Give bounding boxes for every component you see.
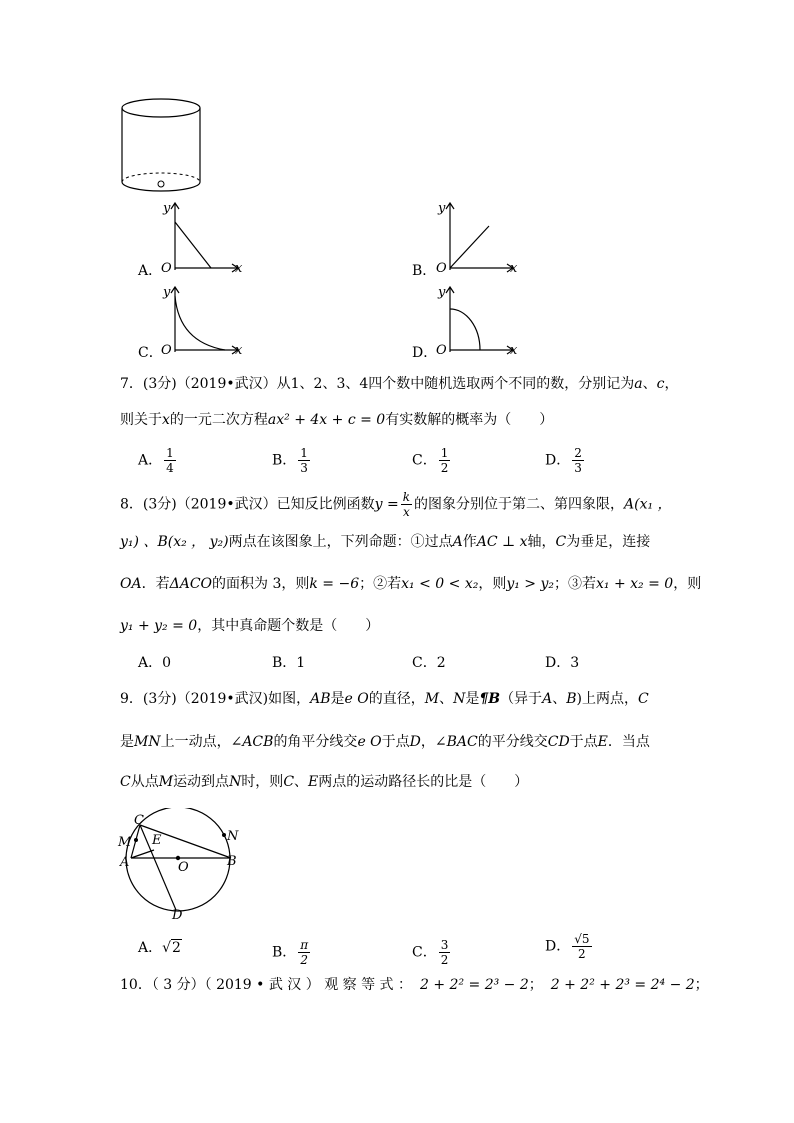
q6-option-c-graph [155, 282, 245, 360]
q6c-x-label: x [235, 343, 243, 358]
q8-line-1: 8．(3分)（2019•武汉）已知反比例函数y = $\frac{k}{x}$ 的图象分别位于第二、第四象限，A(x₁ ， [120, 490, 672, 519]
q8-option-a[interactable]: A．0 [138, 655, 172, 671]
q8-line-4: y₁ + y₂ = 0，其中真命题个数是（ ） [120, 618, 380, 634]
q6b-origin-label: O [436, 261, 447, 276]
cylinder-figure [112, 95, 212, 200]
label-c: C [134, 813, 144, 828]
point-m-dot [134, 838, 138, 842]
q7-option-d[interactable]: D． $\frac{2}{3}$ [545, 446, 582, 475]
q9-option-b[interactable]: B． $\frac{\pi}{2}$ [272, 938, 309, 967]
label-b: B [227, 854, 237, 869]
q6-option-a[interactable]: A． [138, 263, 163, 279]
q9-line-2: 是MN上一动点，∠ACB的角平分线交e O于点D，∠BAC的平分线交CD于点E．当点 [120, 734, 650, 750]
q6a-x-label: x [235, 261, 243, 276]
q6-option-a-graph [155, 198, 245, 278]
q9-option-a[interactable]: A．√2 [138, 940, 181, 956]
q9-line-3: C从点M运动到点N时，则C、E两点的运动路径长的比是（ ） [120, 774, 529, 790]
q6-option-b-graph [432, 198, 522, 278]
q6a-y-label: y [163, 201, 171, 216]
q6-option-d[interactable]: D． [412, 345, 438, 361]
q8-option-d[interactable]: D．3 [545, 655, 580, 671]
q9-line-1: 9．(3分)（2019•武汉)如图，AB是e O的直径，M、N是¶B（异于A、B)上两点，C [120, 691, 649, 707]
q6b-x-label: x [510, 261, 518, 276]
q7-line-2: 则关于x的一元二次方程ax² + 4x + c = 0有实数解的概率为（ ） [120, 412, 554, 428]
q9-circle-figure [112, 808, 252, 920]
q6d-y-label: y [438, 285, 446, 300]
q7-option-a[interactable]: A． $\frac{1}{4}$ [138, 446, 174, 475]
q7-option-b[interactable]: B． $\frac{1}{3}$ [272, 446, 308, 475]
q6c-y-label: y [163, 285, 171, 300]
q10-line-1: 10．（ 3 分）（ 2019 • 武 汉 ） 观 察 等 式 ： 2 + 2² = 2³ − 2； 2 + 2² + 2³ = 2⁴ − 2； [120, 977, 709, 993]
point-n-dot [222, 833, 226, 837]
label-n: N [227, 829, 239, 844]
q6b-y-label: y [438, 201, 446, 216]
q7-option-c[interactable]: C． $\frac{1}{2}$ [412, 446, 449, 475]
q8-line-2: y₁) 、B(x₂ ， y₂)两点在该图象上，下列命题：①过点A作AC ⊥ x轴，C为垂足，连接 [120, 534, 651, 550]
q6d-origin-label: O [436, 343, 447, 358]
q6c-origin-label: O [161, 343, 172, 358]
q6-option-d-graph [432, 282, 522, 360]
q8-line-3: OA．若ΔACO的面积为 3，则k = −6；②若x₁ < 0 < x₂，则y₁ > y₂；③若x₁ + x₂ = 0，则 [120, 576, 702, 592]
label-d: D [172, 908, 183, 920]
q6a-origin-label: O [161, 261, 172, 276]
label-a: A [120, 855, 130, 870]
q6d-x-label: x [510, 343, 518, 358]
q7-line-1: 7．(3分)（2019•武汉）从1、2、3、4四个数中随机选取两个不同的数，分别记为a、c， [120, 376, 679, 392]
q9-option-c[interactable]: C． $\frac{3}{2}$ [412, 938, 449, 967]
q6-option-b[interactable]: B． [412, 263, 437, 279]
label-o: O [178, 860, 189, 875]
q6-option-c[interactable]: C． [138, 345, 163, 361]
label-m: M [118, 835, 132, 850]
q9-option-d[interactable]: D． $\frac{√5}{2}$ [545, 932, 590, 961]
q8-option-b[interactable]: B．1 [272, 655, 306, 671]
label-e: E [152, 833, 162, 848]
q8-option-c[interactable]: C．2 [412, 655, 446, 671]
